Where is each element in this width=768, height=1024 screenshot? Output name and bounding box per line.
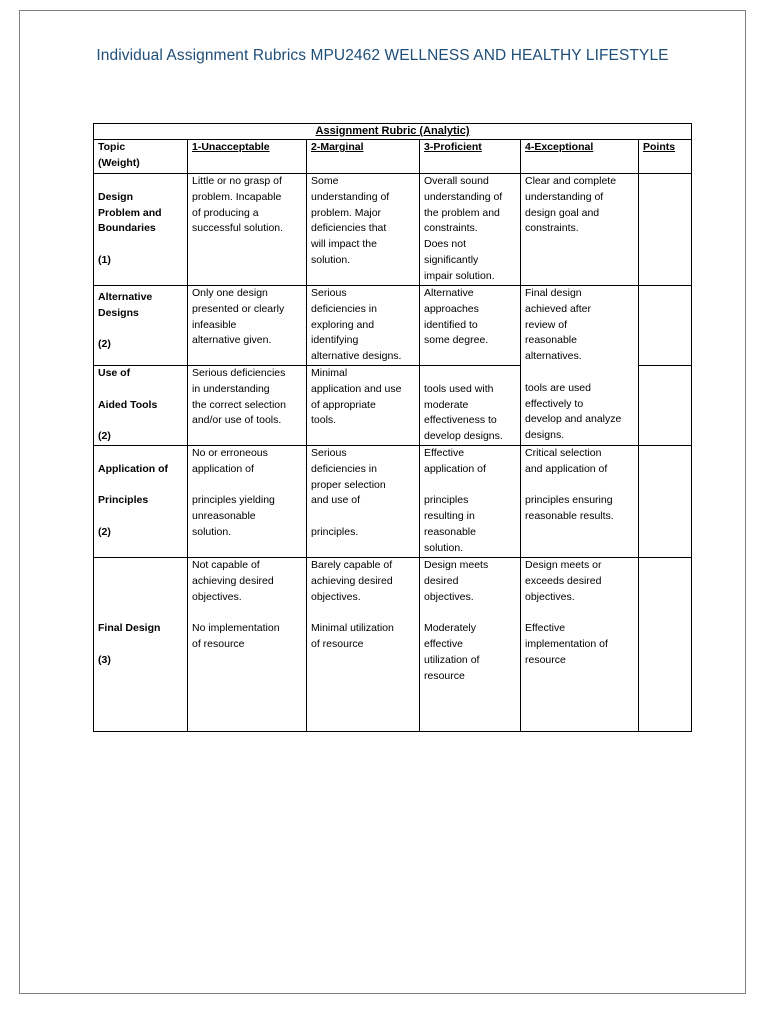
topic-cell: Alternative Designs (2) (94, 286, 188, 366)
header-topic: Topic (Weight) (94, 140, 188, 174)
topic-cell: Application of Principles (2) (94, 445, 188, 557)
header-row (94, 140, 692, 174)
points-cell (639, 365, 692, 445)
exceptional-cell: Final design achieved after review of reasonable alternatives. tools are used effectively to develop and analyze designs. (521, 286, 639, 446)
marginal-cell: Serious deficiencies in proper selection and use of principles. (307, 445, 420, 557)
header-marginal: 2-Marginal (307, 140, 420, 174)
topic-cell: Design Problem and Boundaries (1) (94, 174, 188, 286)
topic-cell: Use of Aided Tools (2) (94, 365, 188, 445)
header-proficient: 3-Proficient (420, 140, 521, 174)
marginal-cell: Minimal application and use of appropriate tools. (307, 365, 420, 445)
proficient-cell: Design meets desired objectives. Moderately effective utilization of resource (420, 557, 521, 731)
rubric-caption: Assignment Rubric (Analytic) (94, 124, 692, 140)
table-row (94, 174, 692, 286)
header-points: Points (639, 140, 692, 174)
exceptional-cell: Critical selection and application of principles ensuring reasonable results. (521, 445, 639, 557)
proficient-cell: Overall sound understanding of the problem and constraints. Does not significantly impair solution. (420, 174, 521, 286)
unacceptable-cell: Only one design presented or clearly infeasible alternative given. (188, 286, 307, 366)
header-exceptional: 4-Exceptional (521, 140, 639, 174)
exceptional-cell: Clear and complete understanding of design goal and constraints. (521, 174, 639, 286)
exceptional-cell: Design meets or exceeds desired objectives. Effective implementation of resource (521, 557, 639, 731)
unacceptable-cell: No or erroneous application of principles yielding unreasonable solution. (188, 445, 307, 557)
table-row (94, 445, 692, 557)
table-row (94, 286, 692, 366)
proficient-cell: tools used with moderate effectiveness to develop designs. (420, 365, 521, 445)
unacceptable-cell: Little or no grasp of problem. Incapable of producing a successful solution. (188, 174, 307, 286)
marginal-cell: Serious deficiencies in exploring and identifying alternative designs. (307, 286, 420, 366)
marginal-cell: Some understanding of problem. Major deficiencies that will impact the solution. (307, 174, 420, 286)
header-unacceptable: 1-Unacceptable (188, 140, 307, 174)
topic-cell: Final Design (3) (94, 557, 188, 731)
proficient-cell: Alternative approaches identified to some degree. (420, 286, 521, 366)
rubric-table (93, 123, 692, 732)
points-cell (639, 286, 692, 366)
rubric-caption-row (94, 124, 692, 140)
document-title: Individual Assignment Rubrics MPU2462 WELLNESS AND HEALTHY LIFESTYLE (96, 47, 669, 64)
proficient-cell: Effective application of principles resulting in reasonable solution. (420, 445, 521, 557)
points-cell (639, 174, 692, 286)
points-cell (639, 445, 692, 557)
marginal-cell: Barely capable of achieving desired objectives. Minimal utilization of resource (307, 557, 420, 731)
unacceptable-cell: Serious deficiencies in understanding the correct selection and/or use of tools. (188, 365, 307, 445)
points-cell (639, 557, 692, 731)
unacceptable-cell: Not capable of achieving desired objectives. No implementation of resource (188, 557, 307, 731)
table-row (94, 557, 692, 731)
